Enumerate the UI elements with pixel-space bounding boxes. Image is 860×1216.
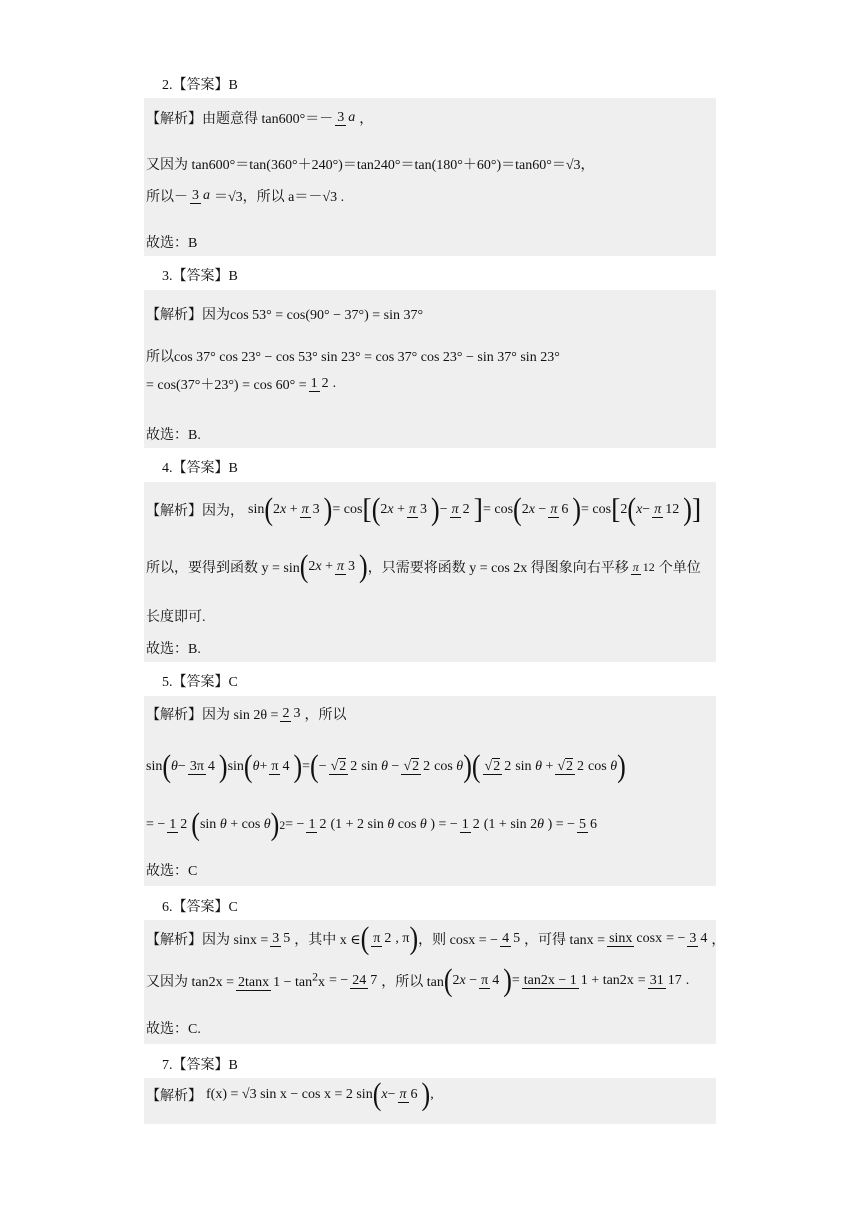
fraction: π 4 <box>481 972 500 988</box>
fraction: 1 2 <box>461 816 480 832</box>
fraction: 3 a <box>192 187 210 203</box>
fraction: tan2x − 1 1 + tan2x <box>523 972 634 988</box>
math-text: 个单位 <box>658 561 701 576</box>
fraction: π 2 <box>451 501 470 517</box>
fraction: 1 2 <box>308 816 327 832</box>
math-text: ，所以 tan <box>381 975 444 990</box>
solution-line: 又因为 tan2x = 2tanx $1 - \tan^2x$ = − 24 7 ，所以 tan ( 2x − π 4 ) = tan2x − 1 1 + tan2x = 31 17 . <box>146 963 690 998</box>
fraction: 2tanx $1 - \tan^2x$ <box>238 970 325 990</box>
answer-heading-7: 7.【答案】B <box>162 1058 238 1073</box>
fraction: 3 a <box>337 109 356 125</box>
solution-line <box>146 154 595 174</box>
fraction: 1 2 <box>169 816 188 832</box>
answer-heading-2: 2.【答案】B <box>162 78 238 93</box>
solution-line <box>146 186 344 206</box>
jiexi-label: 【解析】 <box>146 1089 202 1104</box>
jiexi-label: 【解析】 <box>146 933 202 948</box>
fraction: π 6 <box>399 1086 418 1102</box>
answer-heading-3: 3.【答案】B <box>162 269 238 284</box>
fraction: π 2 <box>373 930 392 946</box>
solution-panel-7 <box>144 1078 716 1124</box>
solution-line: sin ( θ − 3π 4 ) sin ( θ + π 4 ) = ( − √2 2 sin θ − √2 2 cos θ ) ( √2 2 sin θ + √2 2 cos θ ) <box>146 749 626 784</box>
fraction: π 3 <box>301 501 320 517</box>
math-text: = cos(37°＋23°) = cos 60° = <box>146 378 307 393</box>
math-text: ，其中 x ∈ <box>294 933 361 948</box>
jiexi-label: 【解析】 <box>146 308 202 323</box>
fraction: 3 4 <box>689 930 708 946</box>
fraction: 5 6 <box>579 816 598 832</box>
conclusion: 故选：B <box>146 236 198 251</box>
answer-heading-4: 4.【答案】B <box>162 461 238 476</box>
fraction: π 12 <box>654 501 680 517</box>
solution-line <box>146 346 560 366</box>
math-text: 因为 sin 2θ = <box>202 708 279 723</box>
solution-panel-4 <box>144 482 716 662</box>
fraction: 3 5 <box>272 930 291 946</box>
fraction: 31 17 <box>649 972 682 988</box>
math-text: 又因为 tan2x = <box>146 975 234 990</box>
math-text: 又因为 tan600°＝tan(360°＋240°)＝tan240°＝tan(180°＋60°)＝tan60°＝√3， <box>146 158 595 173</box>
fraction: √2 2 <box>557 758 585 774</box>
fraction: π 3 <box>409 501 428 517</box>
conclusion: 故选：B. <box>146 642 201 657</box>
fraction: 4 5 <box>502 930 521 946</box>
solution-panel-3 <box>144 290 716 448</box>
fraction: sinx cosx <box>609 930 663 946</box>
jiexi-label: 【解析】 <box>146 504 202 519</box>
fraction: π 3 <box>337 558 356 574</box>
fraction: √2 2 <box>403 758 431 774</box>
math-text: f(x) = √3 sin x − cos x = 2 sin <box>206 1087 373 1102</box>
solution-line <box>146 704 346 724</box>
math-text: 所以－ <box>146 190 188 205</box>
math-text: 因为cos 53° = cos(90° − 37°) = sin 37° <box>202 308 424 323</box>
jiexi-label: 【解析】 <box>146 112 202 127</box>
math-text: ，则 cosx = − <box>418 933 499 948</box>
solution-line: 【解析】 由题意得 tan600°＝－ 3 a ， <box>146 109 374 127</box>
solution-line <box>146 304 423 324</box>
math-text: ，所以 <box>304 708 347 723</box>
solution-panel-6 <box>144 920 726 1044</box>
fraction: 24 7 <box>352 972 378 988</box>
fraction: 1 2 <box>310 375 329 391</box>
solution-line: = − 1 2 ( sin θ + cos θ ) 2 = − 1 2 (1 + 2 sin θ cos θ ) = − 1 2 (1 + sin 2θ ) = − 5 6 <box>146 807 598 842</box>
answer-heading-6: 6.【答案】C <box>162 900 238 915</box>
math-text: . <box>332 376 337 391</box>
math-text: 所以cos 37° cos 23° − cos 53° sin 23° = cos 37° cos 23° − sin 37° sin 23° <box>146 350 560 365</box>
solution-line: 【解析】 f(x) = √3 sin x − cos x = 2 sin ( x − π 6 ) , <box>146 1077 434 1112</box>
solution-panel-5 <box>144 696 716 886</box>
math-text: ，可得 tanx = <box>524 933 606 948</box>
math-text: 因为， <box>202 504 244 519</box>
conclusion: 故选：C <box>146 864 198 879</box>
conclusion: 故选：B. <box>146 428 201 443</box>
solution-line <box>146 374 336 394</box>
conclusion: 故选：C. <box>146 1022 201 1037</box>
solution-line: 【解析】 因为 sinx = 3 5 ，其中 x ∈ ( π 2 , π ) ，则 cosx = − 4 5 ，可得 tanx = sinx cosx = − 3 4 ， <box>146 921 726 956</box>
math-text: 所以，要得到函数 y = sin <box>146 561 300 576</box>
fraction: √2 2 <box>484 758 512 774</box>
solution-line: 所以，要得到函数 y = sin ( 2x + π 3 ) ，只需要将函数 y = cos 2x 得图象向右平移 π 12 个单位 <box>146 549 701 584</box>
math-text: 由题意得 tan600°＝－ <box>202 112 334 127</box>
fraction: 2 3 <box>282 705 301 721</box>
math-text: 因为 sinx = <box>202 933 269 948</box>
fraction: √2 2 <box>330 758 358 774</box>
math-text: ＝√3，所以 a＝－√3 . <box>214 190 345 205</box>
solution-line: 【解析】 因为， sin ( 2x + π 3 ) = cos [ ( 2x + π 3 ) − π 2 ] = cos ( 2x − π 6 ) = cos [ 2 ( x − π 12 ) ] <box>146 492 702 527</box>
fraction: π 6 <box>550 501 569 517</box>
fraction: π 12 <box>632 559 655 574</box>
fraction: π 4 <box>271 758 290 774</box>
solution-panel-2 <box>144 98 716 256</box>
solution-line: 长度即可. <box>146 610 206 625</box>
jiexi-label: 【解析】 <box>146 708 202 723</box>
answer-heading-5: 5.【答案】C <box>162 675 238 690</box>
fraction: 3π 4 <box>189 758 215 774</box>
math-text: ，只需要将函数 y = cos 2x 得图象向右平移 <box>367 561 629 576</box>
